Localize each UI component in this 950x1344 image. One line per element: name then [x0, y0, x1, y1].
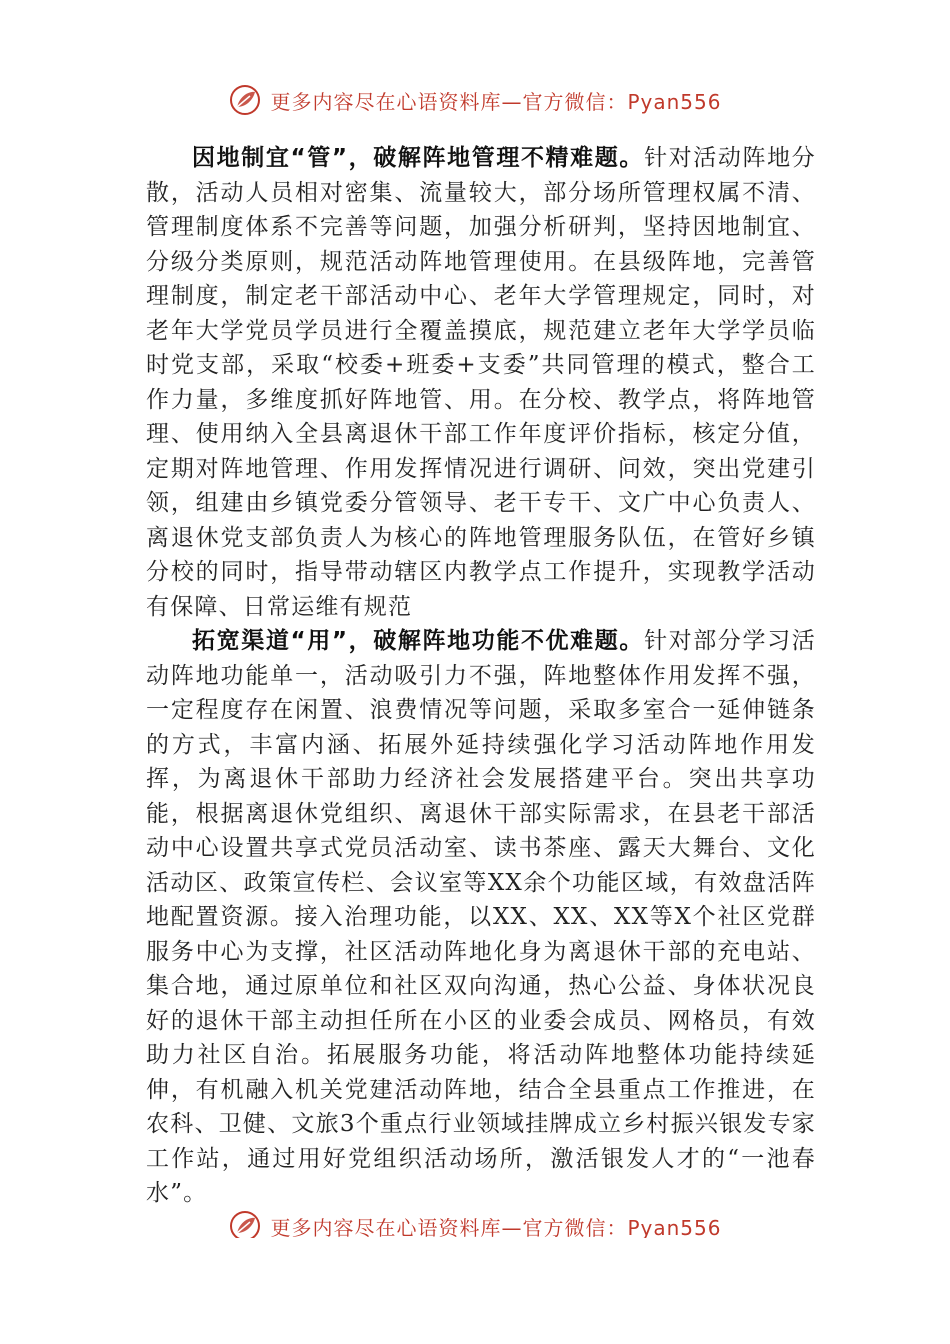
footer-watermark	[0, 1202, 950, 1238]
paragraph-1-heading: 因地制宜“管”，破解阵地管理不精难题。	[192, 145, 645, 171]
leaf-logo-icon	[228, 1209, 262, 1238]
paragraph-2-heading: 拓宽渠道“用”，破解阵地功能不优难题。	[192, 628, 645, 654]
paragraph-2-text: 针对部分学习活动阵地功能单一，活动吸引力不强，阵地整体作用发挥不强，一定程度存在闲置、浪费情况等问题，采取多室合一延伸链条的方式，丰富内涵、拓展外延持续强化学习活动阵地作用发挥，为离退休干部助力经济社会发展搭建平台。突出共享功能，根据离退休党组织、离退休干部实际需求，在县老干部活动中心设置共享式党员活动室、读书茶座、露天大舞台、文化活动区、政策宣传栏、会议室等XX余个功能区域，有效盘活阵地配置资源。接入治理功能，以XX、XX、XX等X个社区党群服务中心为支撑，社区活动阵地化身为离退休干部的充电站、集合地，通过原单位和社区双向沟通，热心公益、身体状况良好的退休干部主动担任所在小区的业委会成员、网格员，有效助力社区自治。拓展服务功能，将活动阵地整体功能持续延伸，有机融入机关党建活动阵地，结合全县重点工作推进，在农科、卫健、文旅3个重点行业领域挂牌成立乡村振兴银发专家工作站，通过用好党组织活动场所，激活银发人才的“一池春水”。	[146, 628, 816, 1206]
paragraph-1	[146, 141, 816, 624]
watermark-text: 更多内容尽在心语资料库—官方微信：Pyan556	[270, 89, 722, 114]
document-body	[146, 141, 816, 1211]
paragraph-1-text: 针对活动阵地分散，活动人员相对密集、流量较大，部分场所管理权属不清、管理制度体系不完善等问题，加强分析研判，坚持因地制宜、分级分类原则，规范活动阵地管理使用。在县级阵地，完善管理制度，制定老干部活动中心、老年大学管理规定，同时，对老年大学党员学员进行全覆盖摸底，规范建立老年大学学员临时党支部，采取“校委+班委+支委”共同管理的模式，整合工作力量，多维度抓好阵地管、用。在分校、教学点，将阵地管理、使用纳入全县离退休干部工作年度评价指标，核定分值，定期对阵地管理、作用发挥情况进行调研、问效，突出党建引领，组建由乡镇党委分管领导、老干专干、文广中心负责人、离退休党支部负责人为核心的阵地管理服务队伍，在管好乡镇分校的同时，指导带动辖区内教学点工作提升，实现教学活动有保障、日常运维有规范	[146, 145, 816, 620]
leaf-logo-icon	[228, 83, 262, 117]
paragraph-2	[146, 624, 816, 1211]
watermark-text: 更多内容尽在心语资料库—官方微信：Pyan556	[270, 1215, 722, 1238]
header-watermark	[0, 80, 950, 120]
